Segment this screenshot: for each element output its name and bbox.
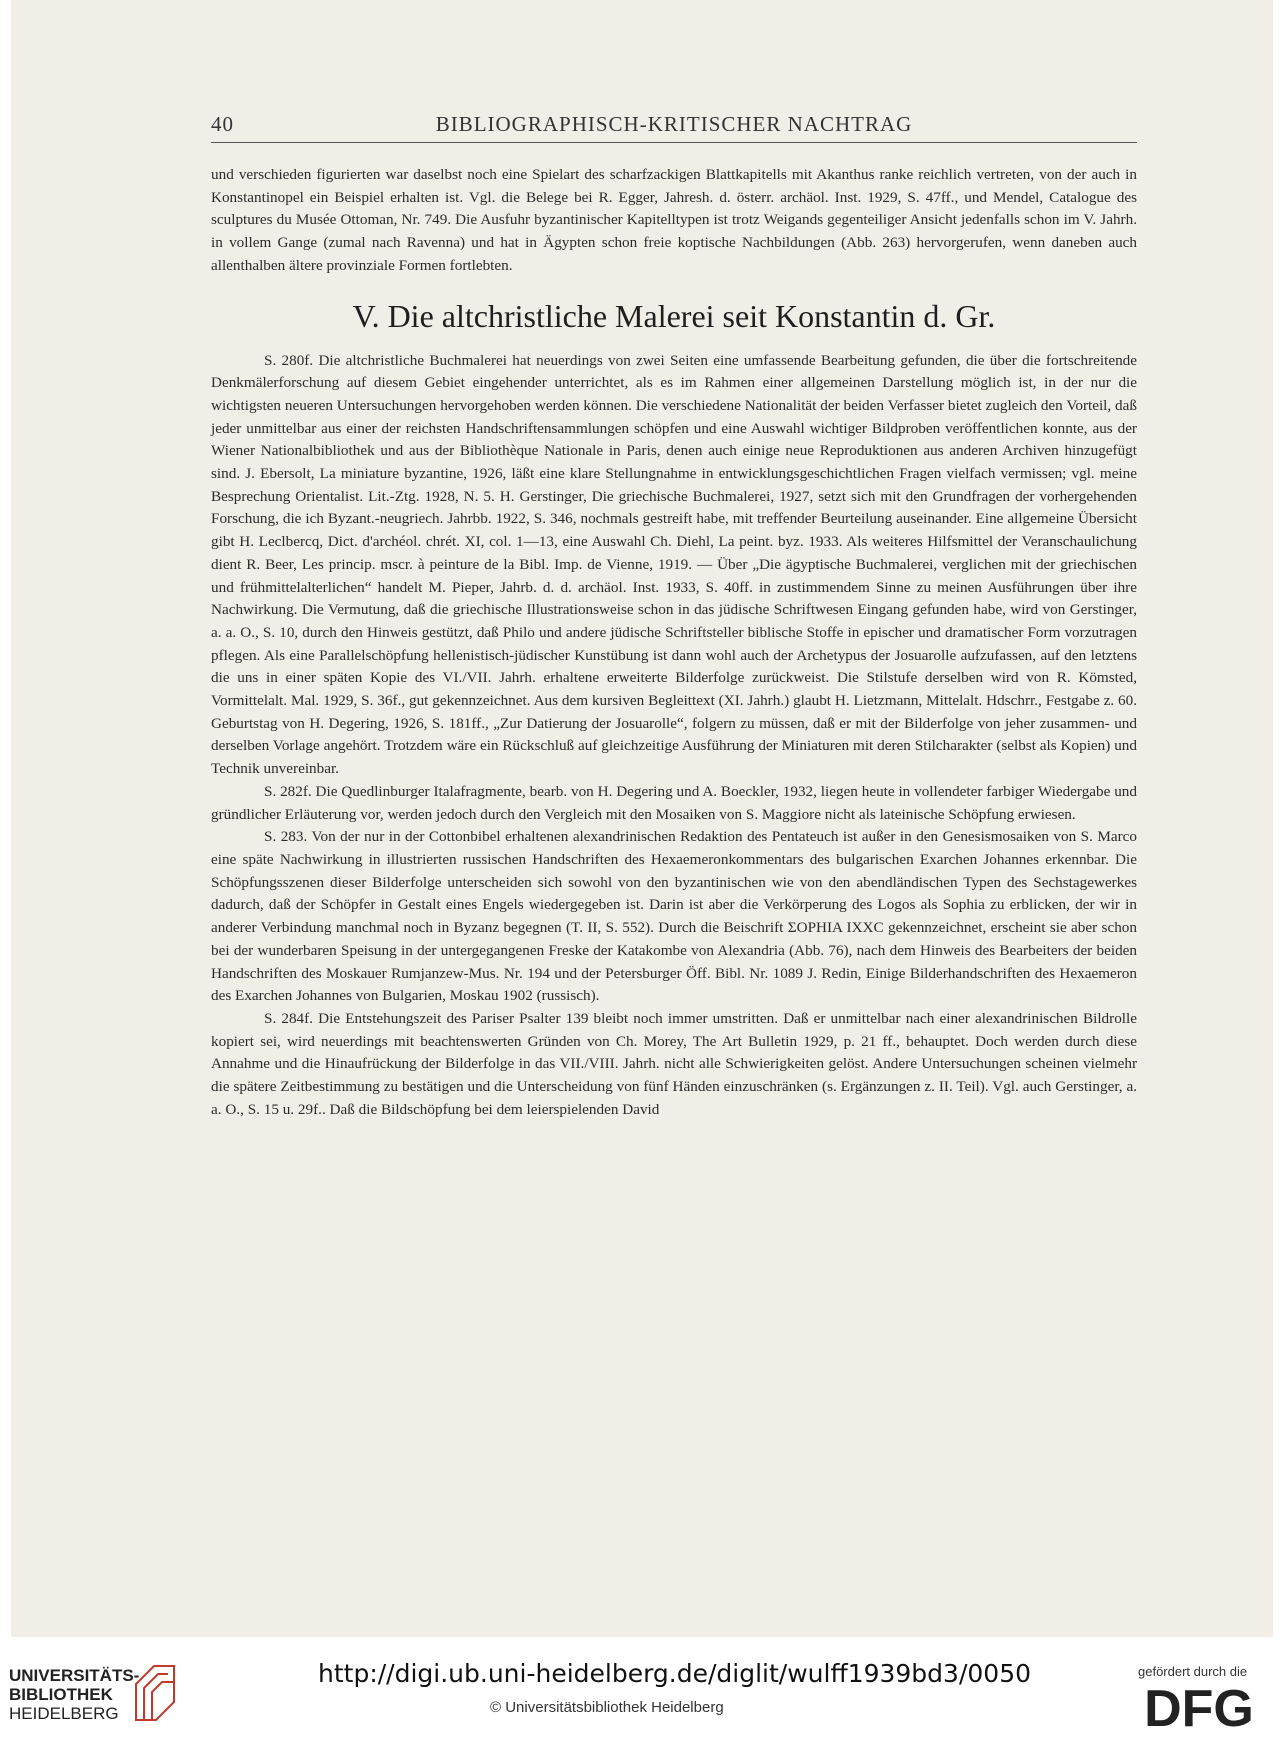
running-title: BIBLIOGRAPHISCH-KRITISCHER NACHTRAG [435,112,913,136]
intro-paragraph: und verschieden figurierten war daselbst noch eine Spielart des scharfzackigen Blattkapitells mit Akanthus ranke reichlich vertreten, von der auch in Konstantinopel ein Beispiel erhalten ist. Vgl. die Belege bei R. Egger, Jahresh. d. österr. archäol. Inst. 1929, S. 47ff., und Mendel, Catalogue des sculptures du Musée Ottoman, Nr. 749. Die Ausfuhr byzantinischer Kapitelltypen ist trotz Weigands gegenteiliger Ansicht jedenfalls schon im V. Jahrh. in vollem Gange (zumal nach Ravenna) und hat in Ägypten schon freie koptische Nachbildungen (Abb. 263) hervorgerufen, wenn daneben auch allenthalben ältere provinziale Formen fortlebten. [211,166,1137,274]
dfg-logo-icon[interactable] [1136,1682,1262,1732]
paragraph-s283: S. 283. Von der nur in der Cottonbibel erhaltenen alexandrinischen Redaktion des Pentateuch ist außer in den Genesismosaiken von S. Marco eine späte Nachwirkung in illustrierten russischen Handschriften des Hexaemeronkommentars des bulgarischen Exarchen Johannes erkennbar. Die Schöpfungsszenen dieser Bilderfolge unterscheiden sich sowohl von den byzantinischen wie von den abendländischen Typen des Sechstagewerkes dadurch, daß der Schöpfer in Gestalt eines Engels wiedergegeben ist. Darin ist aber die Verkörperung des Logos als Sophia zu erblicken, der wir in anderer Verbindung manchmal noch in Byzanz begegnen (T. II, S. 552). Durch die Beischrift ΣOPHIA IXXC gekennzeichnet, erscheint sie aber schon bei der wunderbaren Speisung in der untergegangenen Freske der Katakombe von Alexandria (Abb. 76), nach dem Hinweis des Bearbeiters der beiden Handschriften des Moskauer Rumjanzew-Mus. Nr. 194 und der Petersburger Öff. Bibl. Nr. 1089 J. Redin, Einige Bilderhandschriften des Hexaemeron des Exarchen Johannes von Bulgarien, Moskau 1902 (russisch). [211,828,1137,1005]
permalink-url[interactable]: http://digi.ub.uni-heidelberg.de/diglit/wulff1939bd3/0050 [318,1659,1032,1688]
funder-caption: gefördert durch die [1138,1664,1248,1679]
page-body [211,164,1137,1121]
page-number: 40 [211,112,234,136]
library-name-line3: HEIDELBERG [9,1704,119,1723]
section-heading: V. Die altchristliche Malerei seit Konstantin d. Gr. [352,297,996,334]
library-name-line2: BIBLIOTHEK [9,1685,113,1704]
scanned-page [11,0,1273,1637]
library-logo-icon[interactable] [132,1662,178,1724]
copyright-notice: © Universitätsbibliothek Heidelberg [490,1699,724,1716]
library-footer [0,1637,1280,1737]
library-name-line1: UNIVERSITÄTS- [9,1666,140,1685]
header-rule [211,142,1137,143]
dfg-logo-text: DFG [1144,1682,1254,1732]
library-logo-text[interactable] [9,1666,139,1723]
page-header [211,104,1137,144]
paragraph-s280: S. 280f. Die altchristliche Buchmalerei hat neuerdings von zwei Seiten eine umfassende Bearbeitung gefunden, die über die fortschreitende Denkmälerforschung auf diesem Gebiet eingehender unterrichtet, als es im Rahmen einer allgemeinen Darstellung möglich ist, in der nur die wichtigsten neueren Untersuchungen hervorgehoben werden können. Die verschiedene Nationalität der beiden Verfasser bietet zugleich den Vorteil, daß jeder unmittelbar aus einer der reichsten Handschriftensammlungen schöpfen und eine Auswahl wichtiger Bildproben veröffentlichen konnte, aus der Wiener Nationalbibliothek und aus der Bibliothèque Nationale in Paris, denen auch einige neue Reproduktionen aus anderen Archiven hinzugefügt sind. J. Ebersolt, La miniature byzantine, 1926, läßt eine klare Stellungnahme in entwicklungsgeschichtlichen Fragen vielfach vermissen; vgl. meine Besprechung Orientalist. Lit.-Ztg. 1928, N. 5. H. Gerstinger, Die griechische Buchmalerei, 1927, setzt sich mit den Grundfragen der vorhergehenden Forschung, die ich Byzant.-neugriech. Jahrbb. 1922, S. 346, nochmals gestreift habe, mit treffender Beurteilung auseinander. Eine allgemeine Übersicht gibt H. Leclbercq, Dict. d'archéol. chrét. XI, col. 1—13, eine Auswahl Ch. Diehl, La peint. byz. 1933. Als weiteres Hilfsmittel der Veranschaulichung dient R. Beer, Les princip. mscr. à peinture de la Bibl. Imp. de Vienne, 1919. — Über „Die ägyptische Buchmalerei, verglichen mit der griechischen und frühmittelalterlichen“ handelt M. Pieper, Jahrb. d. d. archäol. Inst. 1933, S. 40ff. in zustimmendem Sinne zu meinen Ausführungen über ihre Nachwirkung. Die Vermutung, daß die griechische Illustrationsweise schon in das jüdische Schriftwesen Eingang gefunden habe, wird von Gerstinger, a. a. O., S. 10, durch den Hinweis gestützt, daß Philo und andere jüdische Schriftsteller biblische Stoffe in epischer und dramatischer Form vorzutragen pflegen. Als eine Parallelschöpfung hellenistisch-jüdischer Kunstübung ist dann wohl auch der Archetypus der Josuarolle aufzufassen, auf den letztens die uns in einer späten Kopie des VI./VII. Jahrh. erhaltene erweiterte Bilderfolge zurückweist. Die Stilstufe derselben wird von R. Kömsted, Vormittelalt. Mal. 1929, S. 36f., gut gekennzeichnet. Aus dem kursiven Begleittext (XI. Jahrh.) glaubt H. Lietzmann, Mittelalt. Hdschrr., Festgabe z. 60. Geburtstag von H. Degering, 1926, S. 181ff., „Zur Datierung der Josuarolle“, folgern zu müssen, daß er mit der Bilderfolge von jeher zusammen- und derselben Vorlage angehört. Trotzdem wäre ein Rückschluß auf gleichzeitige Ausführung der Miniaturen mit deren Stilcharakter (selbst als Kopien) und Technik unvereinbar. [211,351,1137,778]
paragraph-s282: S. 282f. Die Quedlinburger Italafragmente, bearb. von H. Degering und A. Boeckler, 1932, liegen heute in vollendeter farbiger Wiedergabe und gründlicher Erläuterung vor, werden jedoch durch den Vergleich mit den Mosaiken von S. Maggiore nicht als lateinische Schöpfung erwiesen. [211,782,1137,823]
paragraph-s284: S. 284f. Die Entstehungszeit des Pariser Psalter 139 bleibt noch immer umstritten. Daß er unmittelbar nach einer alexandrinischen Bildrolle kopiert sei, wird neuerdings mit beachtenswerten Gründen von Ch. Morey, The Art Bulletin 1929, p. 21 ff., behauptet. Doch werden durch diese Annahme und die Hinaufrückung der Bilderfolge in das VII./VIII. Jahrh. nicht alle Schwierigkeiten gelöst. Andere Untersuchungen scheinen vielmehr die spätere Zeitbestimmung zu bestätigen und die Unterscheidung von fünf Händen einzuschränken (s. Ergänzungen z. II. Teil). Vgl. auch Gerstinger, a. a. O., S. 15 u. 29f.. Daß die Bildschöpfung bei dem leierspielenden David [211,1009,1137,1118]
